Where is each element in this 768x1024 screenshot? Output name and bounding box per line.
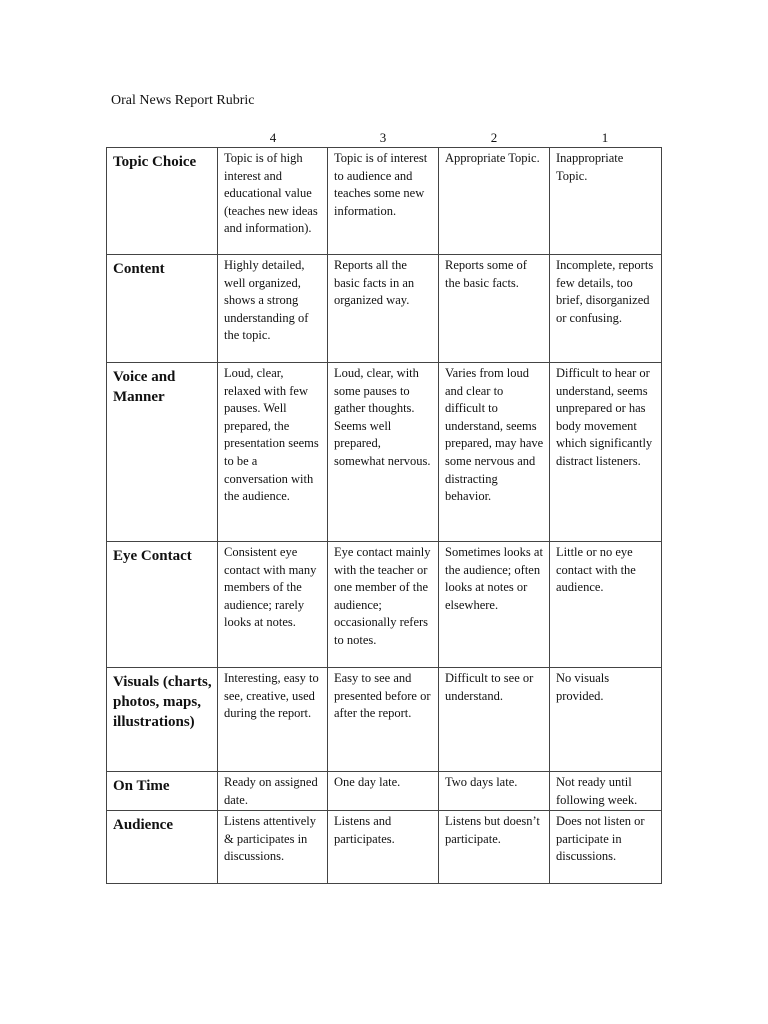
criterion-cell: Voice and Manner bbox=[107, 363, 218, 542]
score-header-4: 4 bbox=[269, 130, 277, 145]
score-header-1: 1 bbox=[601, 130, 609, 145]
table-cell: Consistent eye contact with many members of the audience; rarely looks at notes. bbox=[218, 542, 328, 668]
table-cell: One day late. bbox=[328, 772, 439, 811]
criterion-cell: Topic Choice bbox=[107, 148, 218, 255]
table-cell: Easy to see and presented before or after the report. bbox=[328, 668, 439, 772]
table-cell: Incomplete, reports few details, too brief, disorganized or confusing. bbox=[550, 255, 662, 363]
table-cell: Difficult to see or understand. bbox=[439, 668, 550, 772]
table-cell: Loud, clear, with some pauses to gather thoughts. Seems well prepared, somewhat nervous. bbox=[328, 363, 439, 542]
table-cell: Listens and participates. bbox=[328, 811, 439, 884]
table-row bbox=[107, 772, 662, 811]
table-cell: Varies from loud and clear to difficult to understand, seems prepared, may have some nervous and distracting behavior. bbox=[439, 363, 550, 542]
table-cell: Highly detailed, well organized, shows a strong understanding of the topic. bbox=[218, 255, 328, 363]
table-row bbox=[107, 542, 662, 668]
table-cell: Reports all the basic facts in an organized way. bbox=[328, 255, 439, 363]
table-cell: Difficult to hear or understand, seems unprepared or has body movement which significantly distract listeners. bbox=[550, 363, 662, 542]
rubric-table bbox=[106, 147, 662, 884]
table-cell: Inappropriate Topic. bbox=[550, 148, 662, 255]
table-row bbox=[107, 668, 662, 772]
score-header-3: 3 bbox=[379, 130, 387, 145]
table-cell: Not ready until following week. bbox=[550, 772, 662, 811]
table-cell: Topic is of high interest and educational value (teaches new ideas and information). bbox=[218, 148, 328, 255]
criterion-cell: Audience bbox=[107, 811, 218, 884]
table-cell: Does not listen or participate in discussions. bbox=[550, 811, 662, 884]
table-row bbox=[107, 255, 662, 363]
table-row bbox=[107, 363, 662, 542]
page-title: Oral News Report Rubric bbox=[111, 93, 255, 108]
criterion-cell: Eye Contact bbox=[107, 542, 218, 668]
table-cell: Two days late. bbox=[439, 772, 550, 811]
table-row bbox=[107, 148, 662, 255]
criterion-cell: Content bbox=[107, 255, 218, 363]
table-cell: Ready on assigned date. bbox=[218, 772, 328, 811]
table-cell: Loud, clear, relaxed with few pauses. Well prepared, the presentation seems to be a conversation with the audience. bbox=[218, 363, 328, 542]
table-cell: Eye contact mainly with the teacher or one member of the audience; occasionally refers to notes. bbox=[328, 542, 439, 668]
table-cell: Appropriate Topic. bbox=[439, 148, 550, 255]
table-cell: Little or no eye contact with the audience. bbox=[550, 542, 662, 668]
table-cell: Interesting, easy to see, creative, used during the report. bbox=[218, 668, 328, 772]
criterion-cell: On Time bbox=[107, 772, 218, 811]
criterion-cell: Visuals (charts, photos, maps, illustrations) bbox=[107, 668, 218, 772]
table-cell: Listens but doesn’t participate. bbox=[439, 811, 550, 884]
table-cell: Listens attentively & participates in discussions. bbox=[218, 811, 328, 884]
table-row bbox=[107, 811, 662, 884]
table-cell: Topic is of interest to audience and teaches some new information. bbox=[328, 148, 439, 255]
table-cell: Reports some of the basic facts. bbox=[439, 255, 550, 363]
table-cell: No visuals provided. bbox=[550, 668, 662, 772]
score-header-2: 2 bbox=[490, 130, 498, 145]
table-cell: Sometimes looks at the audience; often looks at notes or elsewhere. bbox=[439, 542, 550, 668]
